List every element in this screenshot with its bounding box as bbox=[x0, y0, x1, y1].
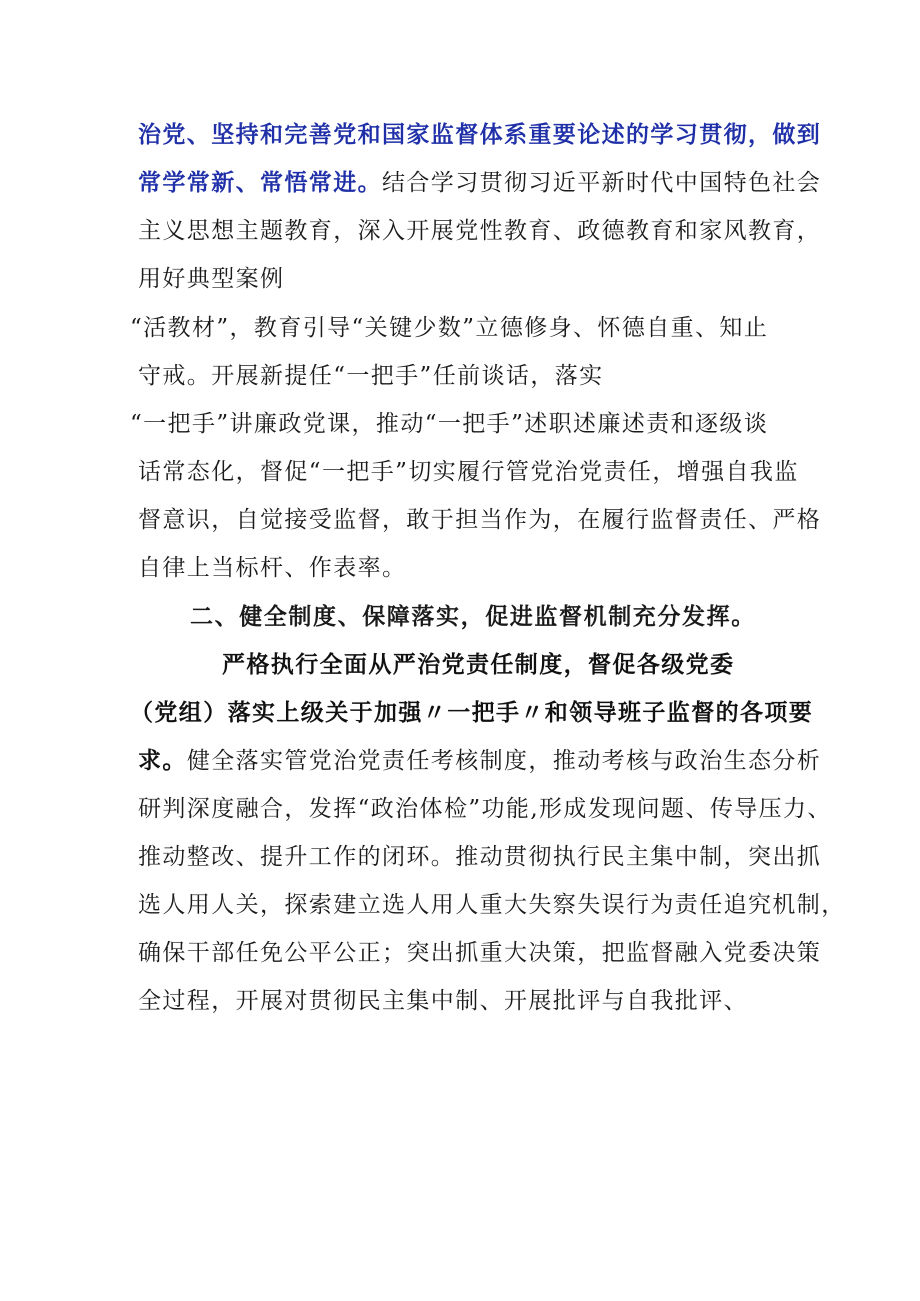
paragraph1-line1 bbox=[138, 120, 821, 150]
highlighted-text: 常学常新、常悟常进。 bbox=[138, 169, 382, 196]
paragraph3-line1: “一把手”讲廉政党课，推动“一把手”述职述廉述责和逐级谈 bbox=[130, 411, 769, 437]
paragraph1-line2 bbox=[138, 168, 821, 198]
paragraph2-line1: “活教材”，教育引导“关键少数”立德修身、怀德自重、知止 bbox=[130, 315, 769, 341]
highlighted-text: 治党、坚持和完善党和国家监督体系重要论述的学习贯彻，做到 bbox=[138, 121, 822, 148]
paragraph3-line2: 话常态化，督促“一把手”切实履行管党治党责任，增强自我监 bbox=[138, 459, 799, 485]
paragraph1-line4: 用好典型案例 bbox=[138, 266, 285, 292]
body-text: 健全落实管党治党责任考核制度，推动考核与政治生态分析 bbox=[186, 748, 822, 774]
section2-line4: 研判深度融合，发挥“政治体检”功能,形成发现问题、传导压力、 bbox=[138, 796, 832, 822]
section2-line7: 确保干部任免公平公正；突出抓重大决策，把监督融入党委决策 bbox=[138, 940, 822, 966]
section-heading: 二、健全制度、保障落实，促进监督机制充分发挥。 bbox=[190, 604, 756, 630]
section2-bold-line2: （党组）落实上级关于加强〃一把手〃和领导班子监督的各项要 bbox=[130, 699, 814, 726]
paragraph2-line2: 守戒。开展新提任“一把手”任前谈话，落实 bbox=[138, 363, 604, 389]
paragraph3-line4: 自律上当标杆、作表率。 bbox=[138, 555, 407, 581]
section2-line3 bbox=[138, 746, 821, 776]
bold-text: 求。 bbox=[138, 747, 187, 774]
body-text: 结合学习贯彻习近平新时代中国特色社会 bbox=[382, 170, 822, 196]
paragraph3-line3: 督意识，自觉接受监督，敢于担当作为，在履行监督责任、严格 bbox=[138, 507, 822, 533]
section2-line6: 选人用人关，探索建立选人用人重大失察失误行为责任追究机制， bbox=[138, 892, 846, 918]
section2-line5: 推动整改、提升工作的闭环。推动贯彻执行民主集中制，突出抓 bbox=[138, 844, 822, 870]
section2-bold-line1: 严格执行全面从严治党责任制度，督促各级党委 bbox=[222, 651, 735, 678]
section2-line8: 全过程，开展对贯彻民主集中制、开展批评与自我批评、 bbox=[138, 988, 748, 1014]
paragraph1-line3: 主义思想主题教育，深入开展党性教育、政德教育和家风教育， bbox=[138, 218, 822, 244]
